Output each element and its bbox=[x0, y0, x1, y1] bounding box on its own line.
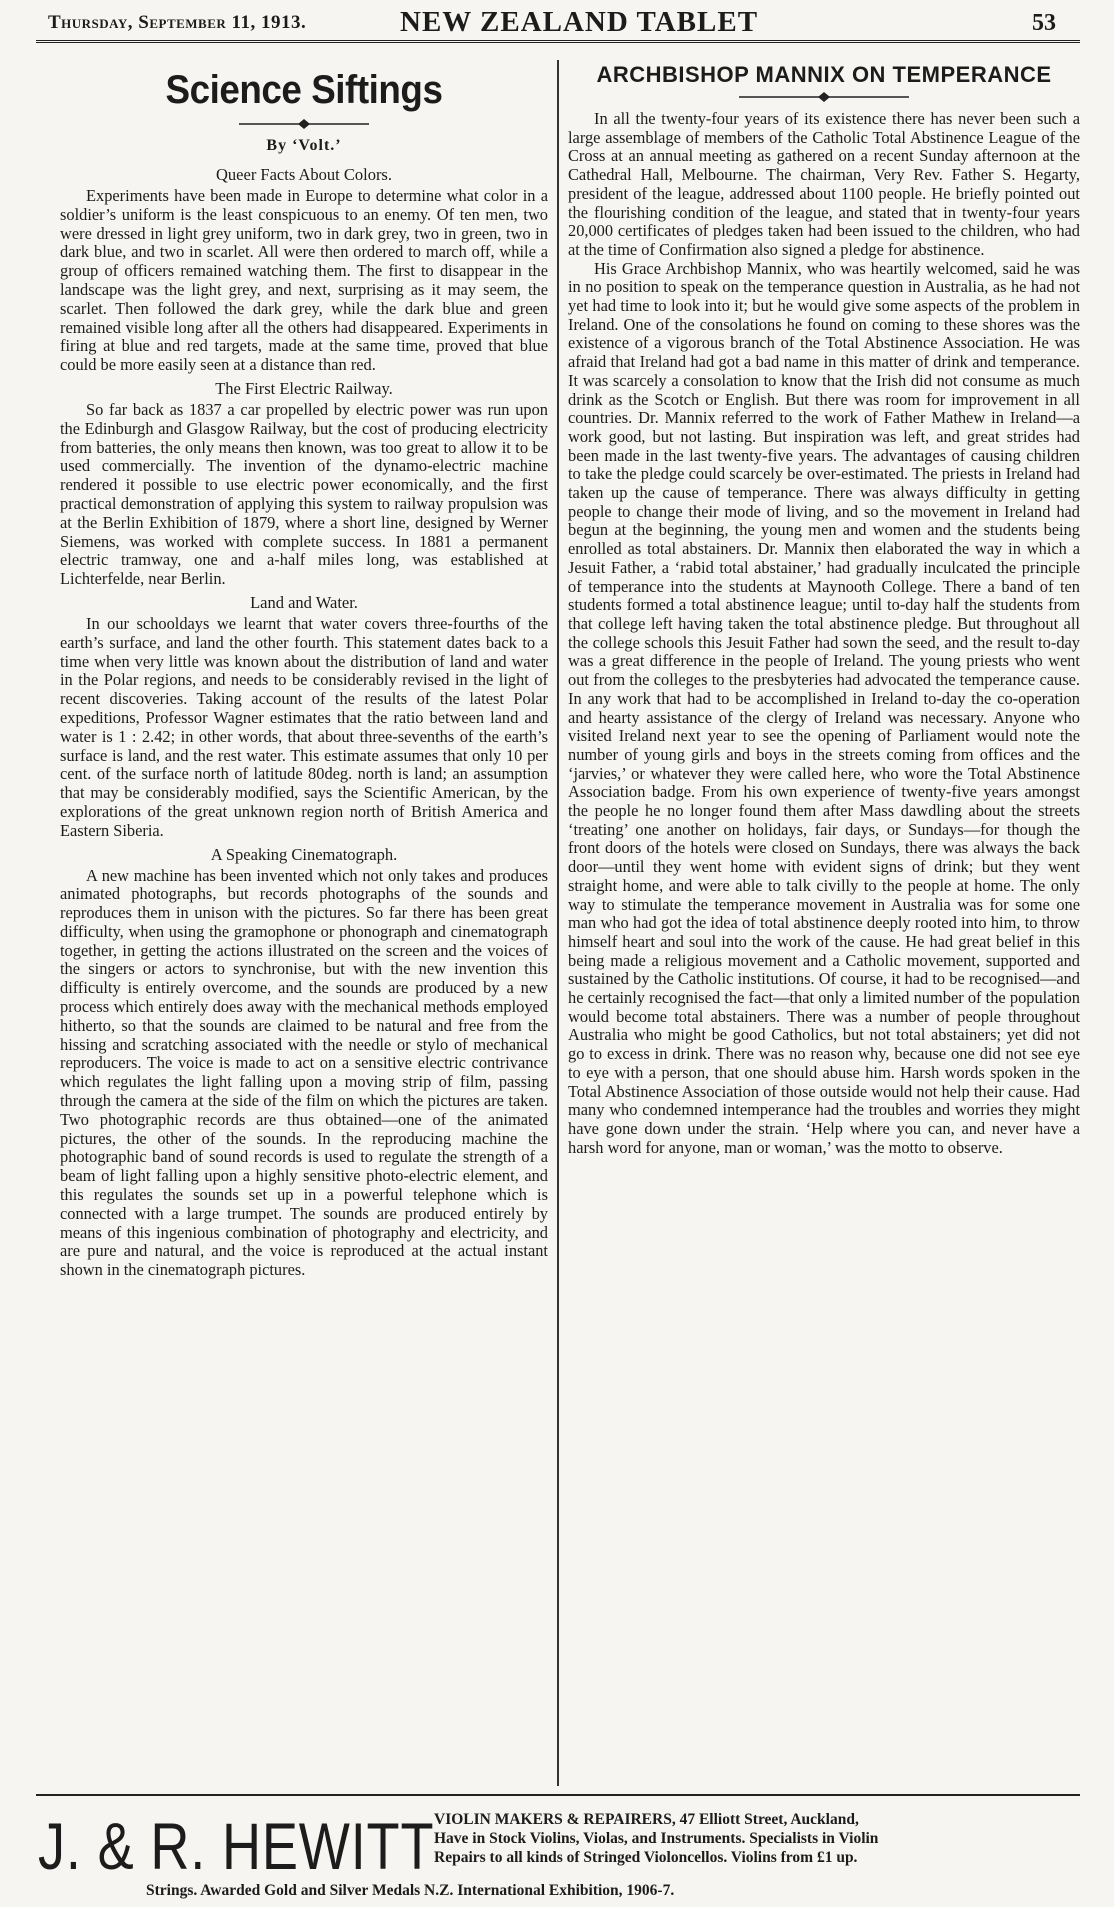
science-siftings-body bbox=[60, 165, 548, 1280]
section-paragraph: Experiments have been made in Europe to determine what color in a soldier’s uniform is the least conspicuous to an enemy. Of ten men, two were dressed in light grey uniform, two in dark grey, two in green, two in dark blue, and two in scarlet. All were then ordered to march off, while a group of officers remained watching them. The first to disappear in the landscape was the light grey, and next, surprising as it may seem, the scarlet. Then followed the dark grey, while the dark blue and green remained visible long after all the others had disappeared. Experiments in firing at blue and red targets, made at the same time, proved that blue could be more easily seen at a distance than red. bbox=[60, 186, 548, 375]
section-heading: Queer Facts About Colors. bbox=[216, 165, 392, 184]
left-column bbox=[60, 58, 548, 1786]
byline: By ‘Volt.’ bbox=[266, 137, 342, 154]
publication-title: NEW ZEALAND TABLET bbox=[400, 6, 759, 38]
masthead bbox=[36, 6, 1080, 43]
column-rule bbox=[557, 60, 559, 1786]
section-heading: The First Electric Railway. bbox=[215, 378, 393, 398]
ad-line: Repairs to all kinds of Stringed Violoncellos. Violins from £1 up. bbox=[434, 1849, 858, 1866]
ad-line: Have in Stock Violins, Violas, and Instruments. Specialists in Violin bbox=[434, 1830, 879, 1847]
section-paragraph: A new machine has been invented which not only takes and produces animated photographs, but records photographs of the sounds and reproduces them in unison with the pictures. So far there has been great difficulty, when using the gramophone or phonograph and cinematograph together, in getting the actions illustrated on the screen and the voices of the singers or actors to synchronise, but with the new invention this difficulty is entirely overcome, and the sounds are produced by a new process which entirely does away with the mechanical methods employed hitherto, so that the sounds are claimed to be natural and free from the hissing and scratching associated with the needle or stylo of mechanical reproducers. The voice is made to act on a sensitive electric contrivance which regulates the light falling upon a moving strip of film, passing through the camera at the side of the film on which the pictures are taken. Two photographic records are thus obtained—one of the animated pictures, the other of the sounds. In the reproducing machine the photographic band of sound records is used to regulate the strength of a beam of light falling upon a highly sensitive photo-electric element, and this regulates the sounds set up in a powerful telephone which is connected with a large trumpet. The sounds are produced entirely by means of this ingenious combination of photography and electricity, and are pure and natural, and the voice is reproduced at the actual instant shown in the cinematograph pictures. bbox=[60, 865, 548, 1280]
issue-date: Thursday, September 11, 1913. bbox=[48, 12, 307, 33]
article-paragraph: His Grace Archbishop Mannix, who was heartily welcomed, said he was in no position to speak on the temperance question in Australia, as he had not yet had time to look into it; but he would give some aspects of the problem in Ireland. One of the consolations he found on coming to these shores was the existence of a vigorous branch of the Total Abstinence Association. He was afraid that Ireland had got a bad name in this matter of drink and temperance. It was scarcely a consolation to know that the Irish did not consume as much drink as the Scotch or English. But there was room for improvement in all countries. Dr. Mannix referred to the work of Father Mathew in Ireland—a work good, but not lasting. But inspiration was left, and great strides had been made in the last twenty-five years. The advantages of causing children to take the pledge could scarcely be over-estimated. The priests in Ireland had taken up the cause of temperance. There was always difficulty in getting people to change their mode of living, and so the movement in Ireland had begun at the beginning, the young men and women and the students being enrolled as total abstainers. Dr. Mannix then elaborated the way in which a Jesuit Father, a ‘rabid total abstainer,’ had gradually inculcated the principle of temperance into the students at Maynooth College. There a band of ten students formed a total abstinence league; until to-day half the students from that college left having taken the total abstinence pledge. But throughout all the college schools this Jesuit Father had sown the seed, and the result to-day was a great difference in the people of Ireland. The young priests who went out from the colleges to the presbyteries had advocated the temperance cause. In any work that had to be accomplished in Ireland to-day the co-operation and hearty assistance of the clergy of Ireland was necessary. Anyone who visited Ireland next year to see the opening of Parliament would note the number of young girls and boys in the streets coming from offices and the ‘jarvies,’ or whatever they were called here, who wore the Total Abstinence Association badge. From his own experience of twenty-five years amongst the people he no longer found them after Mass dawdling about the streets ‘treating’ one another on holidays, fair days, or Sundays—for though the front doors of the hotels were closed on Sundays, there was always the back door—until they went home with evident signs of drink; but they went straight home, and were able to talk civilly to the people at home. The only way to stimulate the temperance movement in Australia was for some one man who had got the idea of total abstinence deeply rooted into him, to throw himself heart and soul into the work of the cause. He had great belief in this being made a religious movement and a Catholic movement, supported and sustained by the Catholic institutions. Of course, it had to be recognised—and he certainly recognised the fact—that only a limited number of the population would become total abstainers. There was a number of people throughout Australia who might be good Catholics, but not total abstainers; yet did not go to excess in drink. There was no reason why, because one did not see eye to eye with a person, that one should abuse him. Harsh words spoken in the Total Abstinence Association of those outside would not help their cause. Had many who condemned intemperance had the troubles and worries they might have gone down under the strain. ‘Help where you can, and never have a harsh word for anyone, man or woman,’ was the motto to observe. bbox=[568, 258, 1080, 1157]
article-paragraph: In all the twenty-four years of its existence there has never been such a large assemblage of members of the Catholic Total Abstinence League of the Cross at an annual meeting as gathered on a recent Sunday afternoon at the Cathedral Hall, Melbourne. The chairman, Very Rev. Father S. Hegarty, president of the league, addressed about 1100 people. He briefly pointed out the flourishing condition of the league, and stated that in twenty-four years 20,000 certificates of pledges taken had been issued to the children, who had at the time of Confirmation also signed a pledge for abstinence. bbox=[568, 109, 1080, 259]
ad-line: VIOLIN MAKERS & REPAIRERS, 47 Elliott Street, Auckland, bbox=[434, 1811, 859, 1828]
right-column bbox=[568, 58, 1080, 1786]
ornament-divider-icon bbox=[239, 119, 369, 129]
advertiser-name: J. & R. HEWITT bbox=[38, 1809, 435, 1883]
section-heading: Land and Water. bbox=[250, 592, 358, 612]
hewitt-advertisement bbox=[36, 1794, 1080, 1906]
page-number: 53 bbox=[1032, 10, 1056, 36]
mannix-body bbox=[568, 110, 1080, 1157]
section-paragraph: In our schooldays we learnt that water covers three-fourths of the earth’s surface, and land the other fourth. This statement dates back to a time when very little was known about the distribution of land and water in the Polar regions, and needs to be considerably revised in the light of recent discoveries. Taking account of the results of the latest Polar expeditions, Professor Wagner estimates that the ratio between land and water is 1 : 2.42; in other words, that about three-sevenths of the earth’s surface is land, and the rest water. This estimate assumes that only 10 per cent. of the surface north of latitude 80deg. north is land; an assumption that may be considerably modified, says the Scientific American, by the explorations of the great unknown region north of British America and Eastern Siberia. bbox=[60, 613, 548, 840]
section-heading: A Speaking Cinematograph. bbox=[210, 844, 398, 864]
section-paragraph: So far back as 1837 a car propelled by electric power was run upon the Edinburgh and Glasgow Railway, but the cost of producing electricity from batteries, the only means then known, was too great to allow it to be used commercially. The invention of the dynamo-electric machine rendered it possible to use electric power economically, and the first practical demonstration of applying this system to railway propulsion was at the Berlin Exhibition of 1879, where a short line, designed by Werner Siemens, was worked with complete success. In 1881 a permanent electric tramway, one and a-half miles long, was established at Lichterfelde, near Berlin. bbox=[60, 399, 548, 589]
advertisement-text bbox=[434, 1810, 1080, 1867]
ornament-divider-icon bbox=[739, 92, 909, 102]
ad-line: Strings. Awarded Gold and Silver Medals N.Z. International Exhibition, 1906-7. bbox=[146, 1882, 675, 1899]
article-title-science-siftings: Science Siftings bbox=[165, 68, 443, 112]
article-title-mannix: ARCHBISHOP MANNIX ON TEMPERANCE bbox=[596, 62, 1052, 87]
